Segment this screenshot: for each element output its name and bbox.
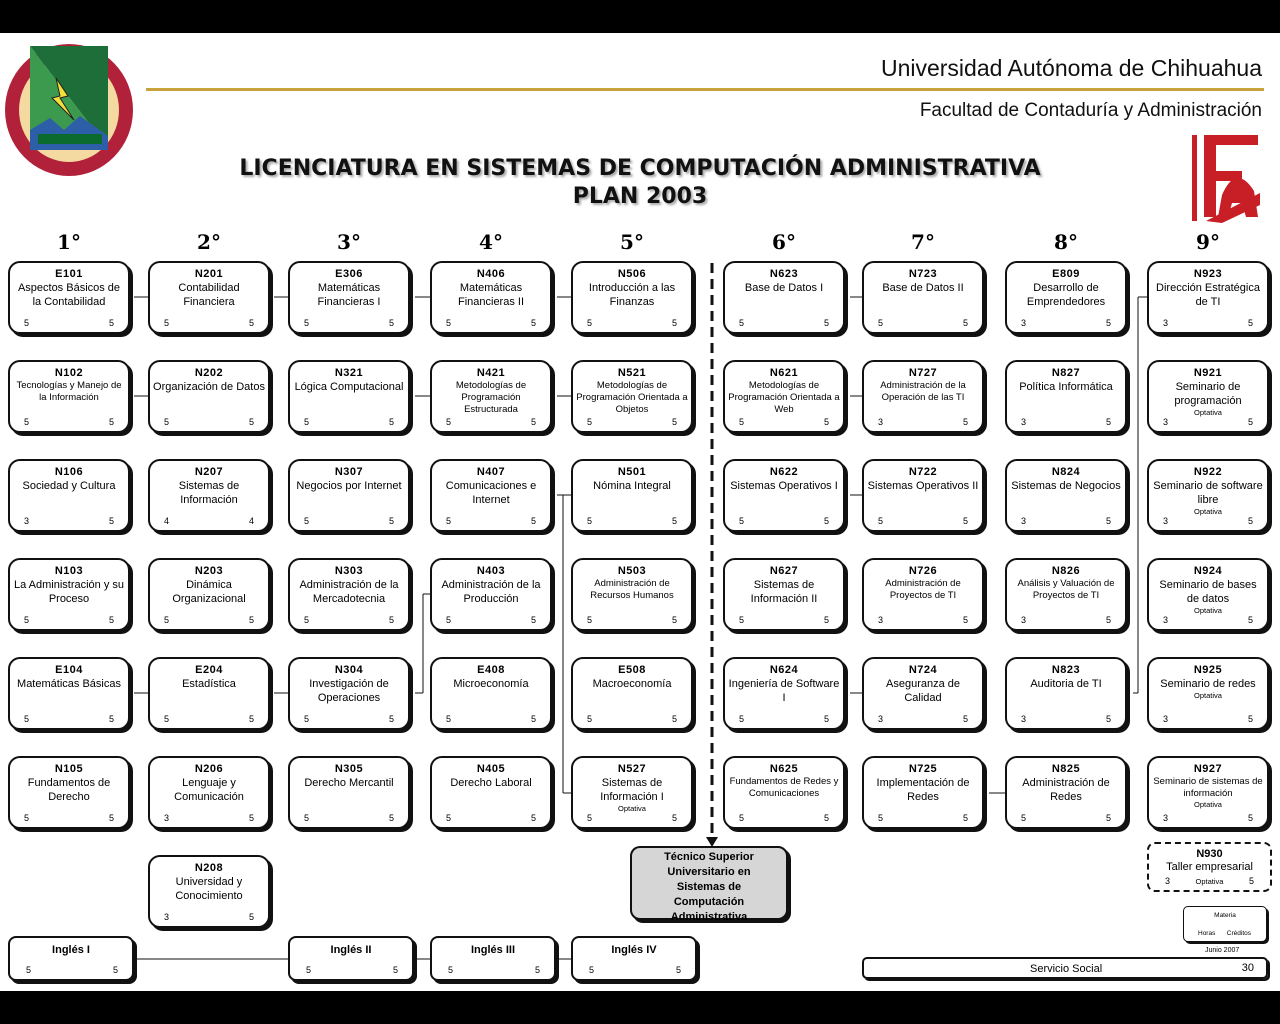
course-code: N521	[617, 367, 647, 379]
legend-horas: Horas	[1198, 930, 1216, 937]
course-code: N403	[476, 565, 506, 577]
course-credits: 5	[108, 516, 114, 526]
course-credits: 5	[1247, 714, 1253, 724]
course-hours: 5	[587, 516, 593, 526]
course-optional: Optativa	[1194, 691, 1222, 700]
course-code: N102	[54, 367, 84, 379]
course-name: Seminario de programación	[1174, 381, 1242, 407]
english-name: Inglés II	[330, 944, 372, 956]
course-name: Metodologías de Programación Estructurada	[455, 380, 527, 415]
course-credits: 5	[248, 417, 254, 427]
course-name: Sistemas de Información	[178, 480, 240, 506]
course-code: N407	[476, 466, 506, 478]
course-code: E101	[55, 268, 83, 280]
course-hours: 5	[587, 318, 593, 328]
course-hours: 3	[24, 516, 30, 526]
course-hours: 3	[1165, 876, 1171, 886]
course-name: Base de Datos I	[744, 282, 824, 294]
course-name: Ingeniería de Software I	[728, 678, 840, 704]
course-name: Administración de la Producción	[441, 579, 541, 605]
course-credits: 5	[1105, 318, 1111, 328]
semester-header-7: 7°	[911, 230, 935, 254]
university-name: Universidad Autónoma de Chihuahua	[880, 55, 1262, 81]
course-credits: 5	[962, 714, 968, 724]
course-credits: 5	[1248, 876, 1254, 886]
course-credits: 5	[962, 615, 968, 625]
course-code: N405	[476, 763, 506, 775]
course-name: Contabilidad Financiera	[178, 282, 240, 308]
course-hours: 5	[304, 516, 310, 526]
course-hours: 5	[587, 714, 593, 724]
english-credits: 5	[675, 965, 681, 975]
course-hours: 5	[446, 318, 452, 328]
course-code: N501	[617, 466, 647, 478]
course-code: N922	[1193, 466, 1223, 478]
course-credits: 5	[108, 615, 114, 625]
course-code: N203	[194, 565, 224, 577]
course-hours: 5	[878, 813, 884, 823]
course-name: Sistemas Operativos II	[867, 480, 979, 492]
english-credits: 5	[392, 965, 398, 975]
tsu-line-5: Administrativa	[670, 911, 748, 923]
course-name: Derecho Mercantil	[304, 777, 394, 789]
course-code: E809	[1052, 268, 1080, 280]
course-code: N727	[908, 367, 938, 379]
course-hours: 3	[1021, 714, 1027, 724]
course-code: N923	[1193, 268, 1223, 280]
course-optional: Optativa	[1195, 877, 1224, 886]
course-optional: Optativa	[1194, 507, 1222, 516]
course-hours: 5	[24, 714, 30, 724]
course-name: Administración de la Mercadotecnia	[299, 579, 399, 605]
course-credits: 5	[530, 318, 536, 328]
course-code: N304	[334, 664, 364, 676]
course-name: Macroeconomía	[592, 678, 672, 690]
course-credits: 5	[962, 318, 968, 328]
course-name: Base de Datos II	[882, 282, 964, 294]
course-credits: 5	[962, 813, 968, 823]
course-optional: Optativa	[1194, 408, 1222, 417]
course-credits: 5	[823, 516, 829, 526]
course-code: N307	[334, 466, 364, 478]
course-credits: 5	[248, 615, 254, 625]
course-hours: 5	[878, 318, 884, 328]
course-hours: 3	[1163, 813, 1169, 823]
course-name: Tecnologías y Manejo de la Información	[16, 380, 122, 403]
course-hours: 3	[1163, 417, 1169, 427]
course-hours: 5	[587, 813, 593, 823]
course-hours: 3	[164, 912, 170, 922]
course-name: Análisis y Valuación de Proyectos de TI	[1017, 578, 1115, 601]
course-credits: 5	[671, 417, 677, 427]
course-name: Nómina Integral	[593, 480, 671, 492]
course-credits: 5	[671, 615, 677, 625]
course-code: N506	[617, 268, 647, 280]
course-code: E306	[335, 268, 363, 280]
course-code: E508	[618, 664, 646, 676]
course-code: N201	[194, 268, 224, 280]
course-hours: 3	[1163, 615, 1169, 625]
course-code: N303	[334, 565, 364, 577]
course-name: Administración de la Operación de las TI	[880, 380, 966, 403]
course-hours: 5	[446, 615, 452, 625]
course-code: N208	[194, 862, 224, 874]
course-hours: 5	[739, 813, 745, 823]
course-credits: 5	[1105, 417, 1111, 427]
course-credits: 5	[823, 813, 829, 823]
course-name: Seminario de sistemas de información	[1153, 776, 1263, 799]
course-name: Taller empresarial	[1166, 861, 1253, 873]
legend-creditos: Créditos	[1226, 930, 1251, 937]
course-name: Matemáticas Financieras I	[317, 282, 381, 308]
slide	[0, 33, 1280, 991]
tsu-line-3: Sistemas de	[676, 881, 742, 893]
course-name: Estadística	[182, 678, 236, 690]
servicio-social-label: Servicio Social	[1030, 963, 1103, 975]
english-box-2	[288, 936, 414, 981]
course-name: Metodologías de Programación Orientada a Web	[728, 380, 840, 415]
course-name: Lenguaje y Comunicación	[174, 777, 244, 803]
course-credits: 5	[108, 714, 114, 724]
course-credits: 5	[1105, 813, 1111, 823]
course-name: Introducción a las Finanzas	[588, 282, 676, 308]
course-credits: 5	[530, 714, 536, 724]
course-code: N921	[1193, 367, 1223, 379]
course-optional: Optativa	[1194, 800, 1222, 809]
english-box-3	[430, 936, 556, 981]
course-code: N202	[194, 367, 224, 379]
english-box-4	[571, 936, 697, 981]
course-credits: 5	[671, 516, 677, 526]
english-credits: 5	[112, 965, 118, 975]
course-code: N925	[1193, 664, 1223, 676]
english-name: Inglés I	[52, 944, 90, 956]
course-code: N624	[769, 664, 799, 676]
course-name: Aspectos Básicos de la Contabilidad	[17, 282, 121, 308]
course-credits: 5	[1105, 615, 1111, 625]
course-name: Sistemas de Información II	[750, 579, 818, 605]
course-hours: 5	[24, 615, 30, 625]
course-name: La Administración y su Proceso	[13, 579, 125, 605]
course-name: Auditoria de TI	[1030, 678, 1102, 690]
course-name: Sistemas Operativos I	[730, 480, 838, 492]
course-name: Fundamentos de Redes y Comunicaciones	[729, 776, 839, 799]
course-code: N406	[476, 268, 506, 280]
course-credits: 5	[671, 318, 677, 328]
semester-header-1: 1°	[57, 230, 81, 254]
course-hours: 5	[24, 417, 30, 427]
course-code: N825	[1051, 763, 1081, 775]
course-code: N823	[1051, 664, 1081, 676]
faculty-name: Facultad de Contaduría y Administración	[919, 100, 1262, 121]
plan-title: PLAN 2003	[572, 184, 708, 209]
semester-header-3: 3°	[337, 230, 361, 254]
course-hours: 5	[304, 318, 310, 328]
course-credits: 5	[530, 516, 536, 526]
course-code: N726	[908, 565, 938, 577]
course-code: E204	[195, 664, 223, 676]
course-credits: 5	[1247, 615, 1253, 625]
course-code: N625	[769, 763, 799, 775]
course-hours: 3	[1163, 516, 1169, 526]
course-name: Política Informática	[1019, 381, 1113, 393]
course-name: Sistemas de Negocios	[1011, 480, 1121, 492]
course-credits: 5	[823, 417, 829, 427]
course-hours: 3	[164, 813, 170, 823]
course-code: N930	[1196, 848, 1223, 860]
course-credits: 5	[388, 516, 394, 526]
course-hours: 5	[446, 714, 452, 724]
course-hours: 5	[739, 318, 745, 328]
course-hours: 5	[164, 615, 170, 625]
course-hours: 5	[878, 516, 884, 526]
course-hours: 3	[878, 714, 884, 724]
course-name: Dirección Estratégica de TI	[1156, 282, 1260, 308]
course-code: N421	[476, 367, 506, 379]
course-credits: 5	[108, 813, 114, 823]
course-credits: 5	[1247, 516, 1253, 526]
course-credits: 5	[1247, 813, 1253, 823]
tsu-line-4: Computación	[673, 896, 745, 908]
course-code: N924	[1193, 565, 1223, 577]
course-name: Sociedad y Cultura	[22, 480, 116, 492]
semester-header-8: 8°	[1054, 230, 1078, 254]
course-code: N623	[769, 268, 799, 280]
course-credits: 5	[671, 813, 677, 823]
course-credits: 5	[248, 318, 254, 328]
course-code: N622	[769, 466, 799, 478]
course-hours: 3	[1021, 615, 1027, 625]
course-hours: 5	[304, 417, 310, 427]
course-hours: 5	[739, 516, 745, 526]
course-code: N103	[54, 565, 84, 577]
course-name: Comunicaciones e Internet	[445, 480, 537, 506]
course-name: Desarrollo de Emprendedores	[1026, 282, 1106, 308]
course-code: N106	[54, 466, 84, 478]
course-hours: 5	[739, 417, 745, 427]
course-name: Sistemas de Información I	[600, 777, 664, 803]
course-hours: 5	[304, 615, 310, 625]
course-code: N724	[908, 664, 938, 676]
course-credits: 5	[388, 813, 394, 823]
tsu-box	[630, 846, 788, 923]
course-hours: 5	[164, 417, 170, 427]
course-hours: 5	[446, 813, 452, 823]
english-box-1	[8, 936, 134, 981]
course-credits: 5	[388, 615, 394, 625]
course-code: N105	[54, 763, 84, 775]
course-code: N927	[1193, 763, 1223, 775]
course-code: N824	[1051, 466, 1081, 478]
course-credits: 5	[108, 417, 114, 427]
course-hours: 5	[446, 417, 452, 427]
course-name: Metodologías de Programación Orientada a Objetos	[576, 380, 688, 415]
course-name: Implementación de Redes	[876, 777, 970, 803]
servicio-social-credits: 30	[1241, 962, 1254, 974]
course-box-N930	[1147, 842, 1272, 892]
course-name: Investigación de Operaciones	[309, 678, 389, 704]
semester-header-2: 2°	[197, 230, 221, 254]
course-hours: 3	[1163, 714, 1169, 724]
course-credits: 5	[530, 615, 536, 625]
course-credits: 5	[823, 318, 829, 328]
course-code: N321	[334, 367, 364, 379]
course-credits: 5	[1105, 516, 1111, 526]
course-hours: 5	[587, 615, 593, 625]
course-code: N725	[908, 763, 938, 775]
semester-header-9: 9°	[1196, 230, 1220, 254]
course-name: Matemáticas Financieras II	[457, 282, 525, 308]
course-hours: 3	[1021, 318, 1027, 328]
course-hours: 5	[24, 813, 30, 823]
course-code: N826	[1051, 565, 1081, 577]
semester-header-4: 4°	[479, 230, 503, 254]
english-name: Inglés IV	[611, 944, 657, 956]
course-hours: 4	[164, 516, 170, 526]
course-name: Fundamentos de Derecho	[27, 777, 111, 803]
course-hours: 3	[1163, 318, 1169, 328]
course-code: N621	[769, 367, 799, 379]
course-code: N722	[908, 466, 938, 478]
course-name: Universidad y Conocimiento	[175, 876, 243, 902]
legend-materia: Materia	[1214, 912, 1236, 919]
course-credits: 5	[388, 318, 394, 328]
english-credits: 5	[534, 965, 540, 975]
course-name: Seminario de redes	[1160, 678, 1256, 690]
course-credits: 5	[1247, 318, 1253, 328]
course-code: N206	[194, 763, 224, 775]
course-name: Microeconomía	[453, 678, 529, 690]
course-credits: 5	[248, 912, 254, 922]
course-code: E104	[55, 664, 83, 676]
course-name: Organización de Datos	[153, 381, 265, 393]
course-code: N723	[908, 268, 938, 280]
course-credits: 5	[1247, 417, 1253, 427]
course-hours: 3	[1021, 417, 1027, 427]
tsu-line-1: Técnico Superior	[664, 851, 754, 863]
course-hours: 5	[304, 813, 310, 823]
english-hours: 5	[589, 965, 595, 975]
date-label: Junio 2007	[1205, 947, 1240, 954]
course-hours: 5	[1021, 813, 1027, 823]
legend-box	[1183, 906, 1267, 942]
course-name: Derecho Laboral	[450, 777, 532, 789]
course-credits: 5	[671, 714, 677, 724]
english-hours: 5	[448, 965, 454, 975]
course-hours: 5	[739, 615, 745, 625]
course-hours: 5	[164, 318, 170, 328]
english-hours: 5	[306, 965, 312, 975]
course-credits: 5	[248, 714, 254, 724]
servicio-social-box	[862, 957, 1268, 979]
course-code: E408	[477, 664, 505, 676]
course-credits: 5	[823, 615, 829, 625]
course-hours: 5	[587, 417, 593, 427]
course-optional: Optativa	[618, 804, 646, 813]
english-hours: 5	[26, 965, 32, 975]
course-credits: 5	[530, 417, 536, 427]
course-code: N627	[769, 565, 799, 577]
course-name: Matemáticas Básicas	[17, 678, 121, 690]
course-hours: 5	[24, 318, 30, 328]
course-credits: 5	[108, 318, 114, 328]
course-credits: 4	[248, 516, 254, 526]
course-name: Administración de Recursos Humanos	[590, 578, 674, 601]
course-hours: 3	[1021, 516, 1027, 526]
course-name: Aseguranza de Calidad	[886, 678, 960, 704]
course-credits: 5	[823, 714, 829, 724]
course-credits: 5	[1105, 714, 1111, 724]
course-code: N305	[334, 763, 364, 775]
course-code: N827	[1051, 367, 1081, 379]
semester-header-6: 6°	[772, 230, 796, 254]
program-title: LICENCIATURA EN SISTEMAS DE COMPUTACIÓN ADMINISTRATIVA	[239, 156, 1041, 181]
course-hours: 5	[164, 714, 170, 724]
course-hours: 3	[878, 417, 884, 427]
course-credits: 5	[388, 417, 394, 427]
course-name: Seminario de bases de datos	[1159, 579, 1257, 605]
course-hours: 3	[878, 615, 884, 625]
course-credits: 5	[962, 417, 968, 427]
course-code: N527	[617, 763, 647, 775]
course-name: Negocios por Internet	[296, 480, 402, 492]
course-code: N503	[617, 565, 647, 577]
course-optional: Optativa	[1194, 606, 1222, 615]
course-name: Seminario de software libre	[1153, 480, 1263, 506]
course-credits: 5	[530, 813, 536, 823]
course-name: Lógica Computacional	[294, 381, 404, 393]
course-hours: 5	[446, 516, 452, 526]
course-hours: 5	[304, 714, 310, 724]
course-code: N207	[194, 466, 224, 478]
course-name: Administración de Redes	[1022, 777, 1110, 803]
course-credits: 5	[388, 714, 394, 724]
course-credits: 5	[962, 516, 968, 526]
course-name: Dinámica Organizacional	[172, 579, 246, 605]
course-credits: 5	[248, 813, 254, 823]
semester-header-5: 5°	[620, 230, 644, 254]
tsu-line-2: Universitario en	[667, 866, 751, 878]
course-hours: 5	[739, 714, 745, 724]
course-name: Administración de Proyectos de TI	[885, 578, 961, 601]
english-name: Inglés III	[470, 944, 515, 956]
